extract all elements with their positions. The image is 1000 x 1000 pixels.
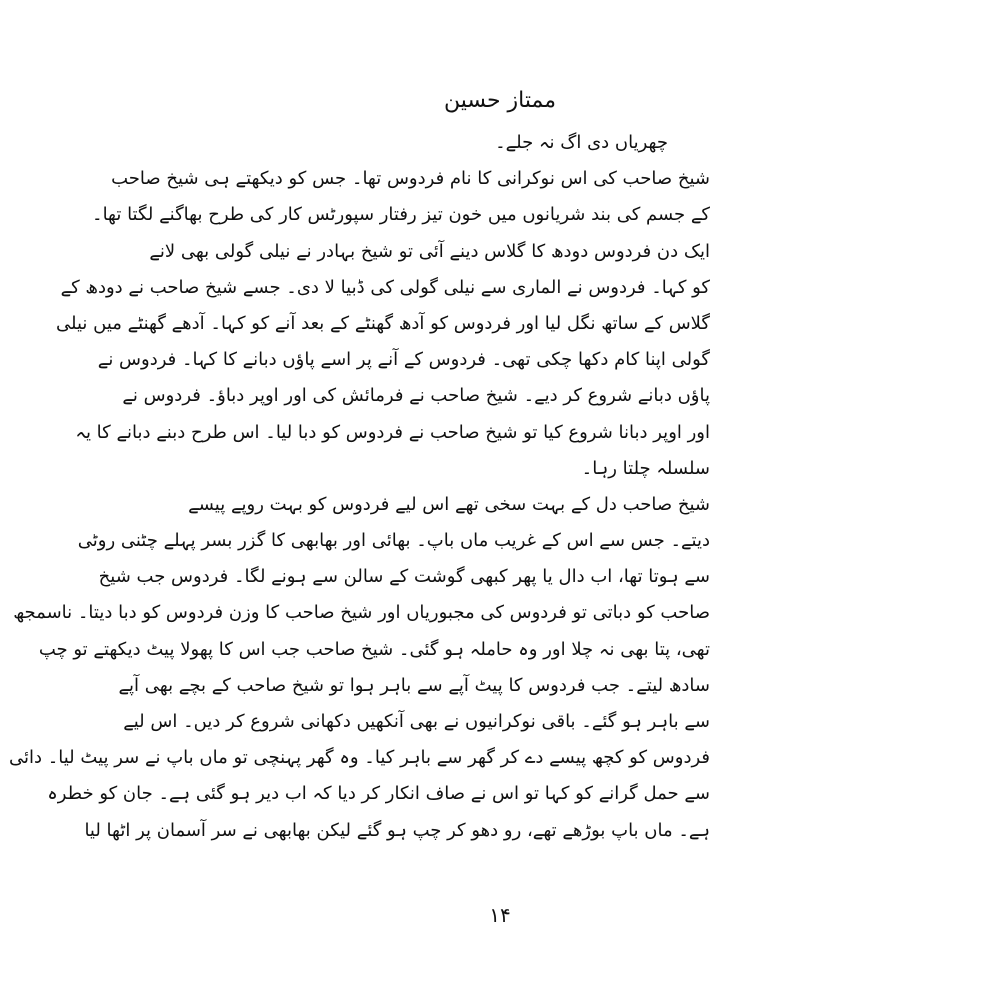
text-line: چھریاں دی اگ نہ جلے۔ <box>495 132 668 153</box>
text-line: دیتے۔ جس سے اس کے غریب ماں باپ۔ بھائی اور بھابھی کا گزر بسر پہلے چٹنی روٹی <box>77 530 710 552</box>
text-line: گلاس کے ساتھ نگل لیا اور فردوس کو آدھ گھنٹے کے بعد آنے کو کہا۔ آدھے گھنٹے میں نیلی <box>56 312 710 334</box>
body-text <box>8 128 710 852</box>
text-line: سے ہوتا تھا، اب دال یا پھر کبھی گوشت کے سالن سے ہونے لگا۔ فردوس جب شیخ <box>98 566 710 588</box>
text-line: کو کہا۔ فردوس نے الماری سے نیلی گولی کی ڈبیا لا دی۔ جسے شیخ صاحب نے دودھ کے <box>60 276 710 298</box>
text-line: شیخ صاحب کی اس نوکرانی کا نام فردوس تھا۔ جس کو دیکھتے ہی شیخ صاحب <box>111 168 710 190</box>
text-line: صاحب کو دباتی تو فردوس کی مجبوریاں اور شیخ صاحب کا وزن فردوس کو دبا دیتا۔ ناسمجھ <box>13 602 710 624</box>
text-line: تھی، پتا بھی نہ چلا اور وہ حاملہ ہو گئی۔ شیخ صاحب جب اس کا پھولا پیٹ دیکھتے تو چپ <box>38 638 710 660</box>
text-line: فردوس کو کچھ پیسے دے کر گھر سے باہر کیا۔ وہ گھر پہنچی تو ماں باپ نے سر پیٹ لیا۔ دائی <box>8 747 710 769</box>
text-line: گولی اپنا کام دکھا چکی تھی۔ فردوس کے آنے پر اسے پاؤں دبانے کا کہا۔ فردوس نے <box>97 349 710 371</box>
page-number: ۱۴ <box>489 903 511 927</box>
text-line: سے باہر ہو گئے۔ باقی نوکرانیوں نے بھی آنکھیں دکھانی شروع کر دیں۔ اس لیے <box>123 711 710 732</box>
text-line: سادھ لیتے۔ جب فردوس کا پیٹ آپے سے باہر ہوا تو شیخ صاحب کے بچے بھی آپے <box>118 674 710 696</box>
text-line: شیخ صاحب دل کے بہت سخی تھے اس لیے فردوس کو بہت روپے پیسے <box>188 493 710 515</box>
text-line: سلسلہ چلتا رہا۔ <box>581 457 710 479</box>
text-line: ہے۔ ماں باپ بوڑھے تھے، رو دھو کر چپ ہو گئے لیکن بھابھی نے سر آسمان پر اٹھا لیا <box>84 819 710 841</box>
text-line: ایک دن فردوس دودھ کا گلاس دینے آئی تو شیخ بہادر نے نیلی گولی بھی لانے <box>149 240 710 262</box>
text-line: سے حمل گرانے کو کہا تو اس نے صاف انکار کر دیا کہ اب دیر ہو گئی ہے۔ جان کو خطرہ <box>47 783 710 805</box>
text-line: پاؤں دبانے شروع کر دیے۔ شیخ صاحب نے فرمائش کی اور اوپر دباؤ۔ فردوس نے <box>122 385 710 407</box>
text-line: کے جسم کی بند شریانوں میں خون تیز رفتار سپورٹس کار کی طرح بھاگنے لگتا تھا۔ <box>92 204 710 226</box>
text-line: اور اوپر دبانا شروع کیا تو شیخ صاحب نے فردوس کو دبا لیا۔ اس طرح دبنے دبانے کا یہ <box>75 421 710 443</box>
running-header-author: ممتاز حسین <box>443 88 557 113</box>
